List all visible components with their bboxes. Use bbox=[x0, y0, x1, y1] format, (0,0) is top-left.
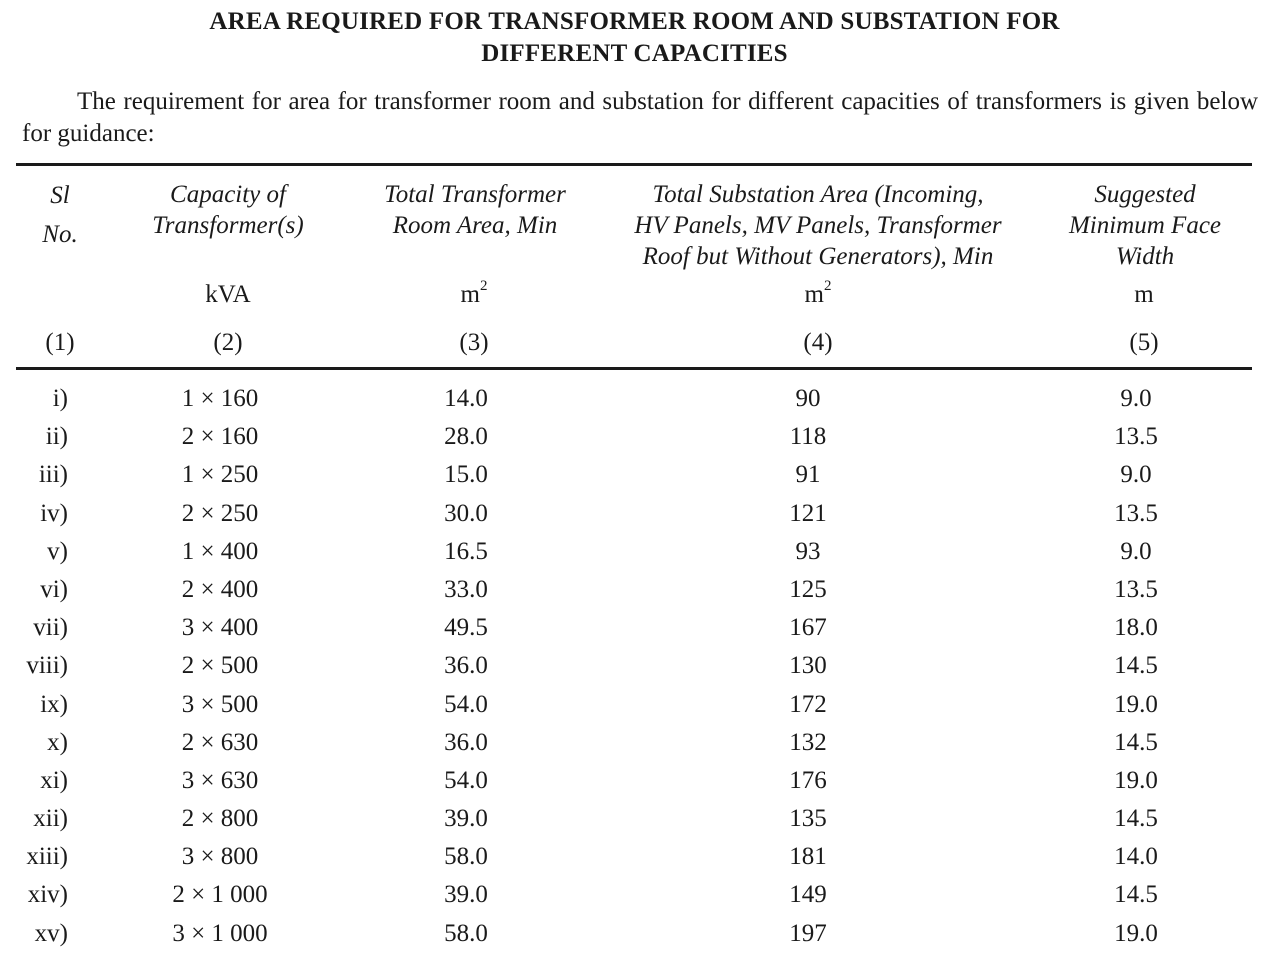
header-face-width-line-3: Width bbox=[1115, 243, 1175, 270]
table-row bbox=[0, 533, 1269, 571]
sl-no-cell: i) bbox=[52, 385, 68, 412]
column-number-2: (2) bbox=[213, 329, 243, 356]
room-area-cell: 58.0 bbox=[444, 919, 488, 947]
sl-no-cell: xiii) bbox=[26, 843, 68, 871]
title-line-2: DIFFERENT CAPACITIES bbox=[481, 40, 788, 67]
capacity-cell: 3 × 800 bbox=[181, 843, 259, 871]
capacity-cell: 2 × 500 bbox=[181, 652, 259, 680]
face-width-cell: 14.5 bbox=[1114, 728, 1158, 756]
capacity-cell: 1 × 400 bbox=[181, 537, 259, 565]
sl-no-cell: v) bbox=[47, 537, 68, 565]
room-area-cell: 39.0 bbox=[444, 805, 488, 833]
substation-area-cell: 93 bbox=[795, 537, 821, 565]
sl-no-cell: iii) bbox=[38, 461, 68, 489]
unit-room-area-base: m bbox=[460, 281, 480, 308]
capacity-cell: 3 × 630 bbox=[181, 766, 259, 794]
column-number-3: (3) bbox=[459, 329, 489, 356]
table-row bbox=[0, 838, 1269, 876]
table-row bbox=[0, 456, 1269, 494]
face-width-cell: 9.0 bbox=[1120, 461, 1152, 489]
face-width-cell: 13.5 bbox=[1114, 499, 1158, 527]
substation-area-cell: 90 bbox=[795, 385, 821, 412]
column-number-1: (1) bbox=[45, 329, 75, 356]
capacity-cell: 3 × 500 bbox=[181, 690, 259, 718]
column-number-4: (4) bbox=[803, 329, 833, 356]
face-width-cell: 9.0 bbox=[1120, 385, 1152, 412]
unit-substation-area-exponent: 2 bbox=[823, 278, 832, 294]
header-sl-line-1: Sl bbox=[50, 182, 70, 209]
sl-no-cell: vi) bbox=[40, 575, 68, 603]
substation-area-cell: 172 bbox=[789, 690, 827, 718]
header-substation-line-2: HV Panels, MV Panels, Transformer bbox=[634, 212, 1002, 239]
table-row bbox=[0, 800, 1269, 838]
substation-area-cell: 176 bbox=[789, 766, 827, 794]
intro-paragraph: The requirement for area for transformer room and substation for different capacities of transformers is given below for guidance: bbox=[22, 88, 1258, 147]
substation-area-cell: 135 bbox=[789, 805, 827, 833]
table-row bbox=[0, 380, 1269, 418]
face-width-cell: 18.0 bbox=[1114, 614, 1158, 642]
capacity-cell: 2 × 250 bbox=[181, 499, 259, 527]
room-area-cell: 14.0 bbox=[444, 385, 488, 412]
table-header-rule bbox=[16, 367, 1252, 370]
capacity-cell: 3 × 400 bbox=[181, 614, 259, 642]
table-row bbox=[0, 418, 1269, 456]
substation-area-cell: 167 bbox=[789, 614, 827, 642]
header-room-area-line-1: Total Transformer bbox=[384, 181, 566, 208]
table-row bbox=[0, 495, 1269, 533]
header-face-width-line-2: Minimum Face bbox=[1068, 212, 1222, 239]
header-capacity-line-1: Capacity of bbox=[170, 181, 286, 208]
table-row bbox=[0, 724, 1269, 762]
substation-area-cell: 118 bbox=[789, 423, 827, 451]
capacity-cell: 1 × 160 bbox=[181, 385, 259, 412]
room-area-cell: 54.0 bbox=[444, 766, 488, 794]
room-area-cell: 36.0 bbox=[444, 652, 488, 680]
header-room-area bbox=[355, 179, 595, 241]
room-area-cell: 15.0 bbox=[444, 461, 488, 489]
capacity-cell: 3 × 1 000 bbox=[172, 919, 268, 947]
substation-area-cell: 91 bbox=[795, 461, 821, 489]
face-width-cell: 19.0 bbox=[1114, 766, 1158, 794]
face-width-cell: 14.5 bbox=[1114, 805, 1158, 833]
sl-no-cell: viii) bbox=[26, 652, 68, 680]
substation-area-cell: 197 bbox=[789, 919, 827, 947]
sl-no-cell: xiv) bbox=[27, 881, 68, 909]
substation-area-cell: 181 bbox=[789, 843, 827, 871]
table-row bbox=[0, 876, 1269, 914]
room-area-cell: 30.0 bbox=[444, 499, 488, 527]
face-width-cell: 13.5 bbox=[1114, 575, 1158, 603]
header-capacity-line-2: Transformer(s) bbox=[152, 212, 304, 239]
sl-no-cell: xii) bbox=[33, 805, 68, 833]
room-area-cell: 33.0 bbox=[444, 575, 488, 603]
header-capacity bbox=[108, 179, 348, 241]
room-area-cell: 36.0 bbox=[444, 728, 488, 756]
capacity-cell: 2 × 630 bbox=[181, 728, 259, 756]
face-width-cell: 9.0 bbox=[1120, 537, 1152, 565]
title-line-1: AREA REQUIRED FOR TRANSFORMER ROOM AND SUBSTATION FOR bbox=[209, 8, 1060, 35]
capacity-cell: 2 × 160 bbox=[181, 423, 259, 451]
table-row bbox=[0, 915, 1269, 953]
room-area-cell: 28.0 bbox=[444, 423, 488, 451]
header-room-area-line-2: Room Area, Min bbox=[392, 212, 558, 239]
face-width-cell: 14.5 bbox=[1114, 881, 1158, 909]
sl-no-cell: xi) bbox=[40, 766, 68, 794]
unit-room-area-exponent: 2 bbox=[479, 278, 488, 294]
room-area-cell: 54.0 bbox=[444, 690, 488, 718]
header-substation-line-3: Roof but Without Generators), Min bbox=[642, 243, 994, 270]
table-row bbox=[0, 686, 1269, 724]
table-row bbox=[0, 647, 1269, 685]
header-sl-line-2: No. bbox=[42, 221, 78, 248]
face-width-cell: 19.0 bbox=[1114, 690, 1158, 718]
table-row bbox=[0, 571, 1269, 609]
room-area-cell: 39.0 bbox=[444, 881, 488, 909]
unit-substation-area-base: m bbox=[804, 281, 824, 308]
capacity-cell: 2 × 1 000 bbox=[172, 881, 268, 909]
face-width-cell: 14.5 bbox=[1114, 652, 1158, 680]
substation-area-cell: 121 bbox=[789, 499, 827, 527]
table-top-rule bbox=[16, 163, 1252, 166]
document-title bbox=[0, 6, 1269, 70]
header-substation-line-1: Total Substation Area (Incoming, bbox=[652, 181, 984, 208]
table-row bbox=[0, 762, 1269, 800]
sl-no-cell: ix) bbox=[40, 690, 68, 718]
substation-area-cell: 149 bbox=[789, 881, 827, 909]
sl-no-cell: x) bbox=[47, 728, 68, 756]
sl-no-cell: iv) bbox=[40, 499, 68, 527]
column-number-5: (5) bbox=[1129, 329, 1159, 356]
room-area-cell: 49.5 bbox=[444, 614, 488, 642]
unit-face-width: m bbox=[1134, 281, 1154, 308]
unit-substation-area bbox=[718, 280, 918, 310]
capacity-cell: 2 × 400 bbox=[181, 575, 259, 603]
substation-area-cell: 132 bbox=[789, 728, 827, 756]
sl-no-cell: ii) bbox=[45, 423, 68, 451]
substation-area-cell: 130 bbox=[789, 652, 827, 680]
room-area-cell: 16.5 bbox=[444, 537, 488, 565]
header-face-width bbox=[1040, 179, 1250, 272]
sl-no-cell: vii) bbox=[33, 614, 68, 642]
capacity-cell: 1 × 250 bbox=[181, 461, 259, 489]
face-width-cell: 14.0 bbox=[1114, 843, 1158, 871]
table-body bbox=[0, 380, 1269, 953]
face-width-cell: 19.0 bbox=[1114, 919, 1158, 947]
sl-no-cell: xv) bbox=[34, 919, 68, 947]
table-row bbox=[0, 609, 1269, 647]
unit-room-area bbox=[374, 280, 574, 310]
room-area-cell: 58.0 bbox=[444, 843, 488, 871]
header-sl-no bbox=[20, 180, 100, 250]
header-face-width-line-1: Suggested bbox=[1094, 181, 1196, 208]
substation-area-cell: 125 bbox=[789, 575, 827, 603]
capacity-cell: 2 × 800 bbox=[181, 805, 259, 833]
face-width-cell: 13.5 bbox=[1114, 423, 1158, 451]
unit-kva: kVA bbox=[205, 281, 251, 308]
header-substation-area bbox=[598, 179, 1038, 272]
